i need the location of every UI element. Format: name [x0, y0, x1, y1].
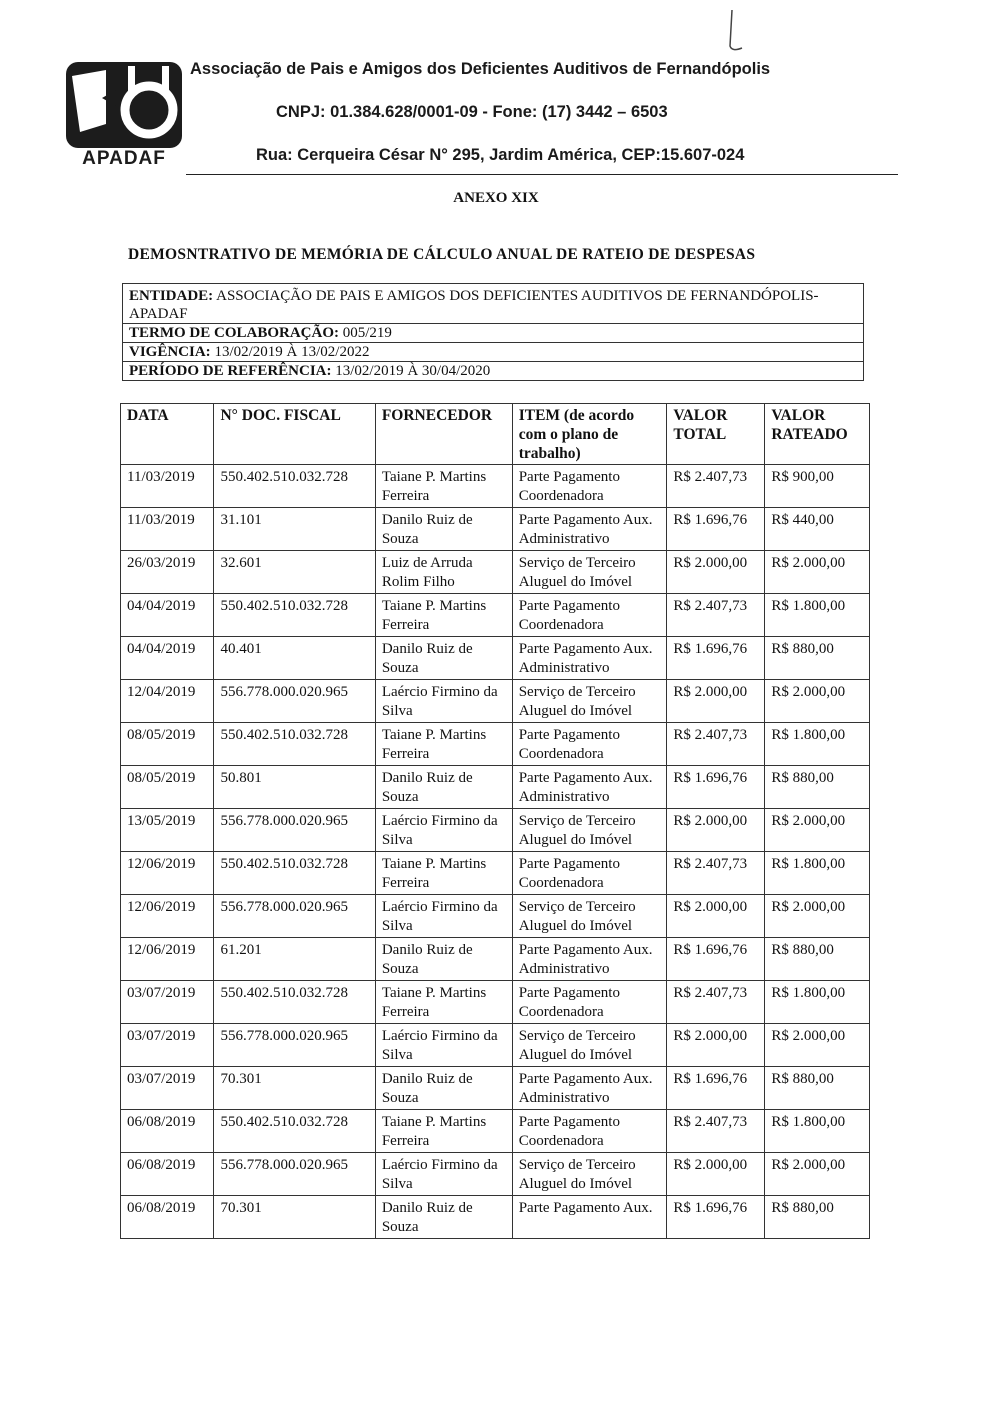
header-fornecedor: FORNECEDOR	[375, 404, 512, 465]
cell-doc-fiscal: 70.301	[214, 1067, 375, 1110]
cell-data: 12/04/2019	[121, 680, 214, 723]
cell-valor-total: R$ 2.000,00	[667, 809, 765, 852]
cell-item: Parte Pagamento Coordenadora	[512, 852, 667, 895]
table-row	[121, 680, 870, 723]
table-row	[121, 1067, 870, 1110]
logo-text: APADAF	[82, 148, 166, 169]
cell-item: Serviço de Terceiro Aluguel do Imóvel	[512, 1024, 667, 1067]
cell-data: 03/07/2019	[121, 1067, 214, 1110]
cell-fornecedor: Laércio Firmino da Silva	[375, 809, 512, 852]
cell-doc-fiscal: 40.401	[214, 637, 375, 680]
cell-valor-rateado: R$ 2.000,00	[765, 1153, 870, 1196]
cell-fornecedor: Taiane P. Martins Ferreira	[375, 981, 512, 1024]
table-row	[121, 1153, 870, 1196]
cell-valor-rateado: R$ 2.000,00	[765, 680, 870, 723]
cell-doc-fiscal: 556.778.000.020.965	[214, 1153, 375, 1196]
cell-fornecedor: Taiane P. Martins Ferreira	[375, 723, 512, 766]
table-row	[121, 508, 870, 551]
cell-valor-total: R$ 2.000,00	[667, 1024, 765, 1067]
cell-item: Parte Pagamento Aux.	[512, 1196, 667, 1239]
table-row	[121, 852, 870, 895]
cell-data: 03/07/2019	[121, 1024, 214, 1067]
cell-fornecedor: Danilo Ruiz de Souza	[375, 766, 512, 809]
cell-data: 11/03/2019	[121, 508, 214, 551]
cell-item: Serviço de Terceiro Aluguel do Imóvel	[512, 680, 667, 723]
cell-doc-fiscal: 556.778.000.020.965	[214, 895, 375, 938]
table-row	[121, 465, 870, 508]
cell-item: Parte Pagamento Coordenadora	[512, 1110, 667, 1153]
cell-fornecedor: Laércio Firmino da Silva	[375, 895, 512, 938]
cell-valor-total: R$ 2.000,00	[667, 1153, 765, 1196]
cell-fornecedor: Danilo Ruiz de Souza	[375, 508, 512, 551]
table-header-row	[121, 404, 870, 465]
vigencia-value: 13/02/2019 À 13/02/2022	[214, 344, 370, 360]
annex-label: ANEXO XIX	[453, 190, 539, 206]
cell-item: Parte Pagamento Aux. Administrativo	[512, 766, 667, 809]
cell-valor-rateado: R$ 1.800,00	[765, 1110, 870, 1153]
cell-doc-fiscal: 31.101	[214, 508, 375, 551]
cell-doc-fiscal: 70.301	[214, 1196, 375, 1239]
cell-item: Parte Pagamento Coordenadora	[512, 723, 667, 766]
cell-fornecedor: Danilo Ruiz de Souza	[375, 938, 512, 981]
cell-item: Parte Pagamento Aux. Administrativo	[512, 637, 667, 680]
cell-valor-total: R$ 1.696,76	[667, 508, 765, 551]
cell-fornecedor: Danilo Ruiz de Souza	[375, 1196, 512, 1239]
cell-valor-rateado: R$ 880,00	[765, 938, 870, 981]
cell-fornecedor: Laércio Firmino da Silva	[375, 1024, 512, 1067]
cell-data: 12/06/2019	[121, 852, 214, 895]
table-row	[121, 1024, 870, 1067]
table-row	[121, 594, 870, 637]
cell-data: 26/03/2019	[121, 551, 214, 594]
cell-data: 06/08/2019	[121, 1196, 214, 1239]
table-row	[121, 1196, 870, 1239]
cell-valor-rateado: R$ 2.000,00	[765, 809, 870, 852]
cell-valor-rateado: R$ 1.800,00	[765, 852, 870, 895]
header-divider	[186, 174, 898, 175]
cell-fornecedor: Taiane P. Martins Ferreira	[375, 594, 512, 637]
cell-data: 06/08/2019	[121, 1110, 214, 1153]
cell-valor-rateado: R$ 900,00	[765, 465, 870, 508]
cell-doc-fiscal: 550.402.510.032.728	[214, 465, 375, 508]
cell-valor-rateado: R$ 440,00	[765, 508, 870, 551]
apadaf-logo	[66, 62, 182, 167]
cell-valor-total: R$ 1.696,76	[667, 1196, 765, 1239]
cell-data: 04/04/2019	[121, 594, 214, 637]
cell-valor-total: R$ 2.000,00	[667, 895, 765, 938]
cell-fornecedor: Taiane P. Martins Ferreira	[375, 852, 512, 895]
table-row	[121, 938, 870, 981]
cell-valor-rateado: R$ 2.000,00	[765, 895, 870, 938]
cell-data: 03/07/2019	[121, 981, 214, 1024]
table-row	[121, 1110, 870, 1153]
cell-valor-total: R$ 1.696,76	[667, 637, 765, 680]
cell-valor-total: R$ 2.407,73	[667, 981, 765, 1024]
cell-valor-total: R$ 2.000,00	[667, 680, 765, 723]
cell-valor-rateado: R$ 880,00	[765, 637, 870, 680]
header-valor-rateado: VALOR RATEADO	[765, 404, 870, 465]
cell-doc-fiscal: 556.778.000.020.965	[214, 1024, 375, 1067]
termo-row	[123, 323, 863, 342]
cell-item: Serviço de Terceiro Aluguel do Imóvel	[512, 1153, 667, 1196]
termo-value: 005/219	[342, 325, 392, 341]
cell-data: 11/03/2019	[121, 465, 214, 508]
cell-data: 08/05/2019	[121, 723, 214, 766]
cell-fornecedor: Laércio Firmino da Silva	[375, 1153, 512, 1196]
cell-fornecedor: Danilo Ruiz de Souza	[375, 1067, 512, 1110]
cell-doc-fiscal: 556.778.000.020.965	[214, 809, 375, 852]
cell-fornecedor: Taiane P. Martins Ferreira	[375, 465, 512, 508]
cell-valor-rateado: R$ 880,00	[765, 766, 870, 809]
org-name: Associação de Pais e Amigos dos Deficientes Auditivos de Fernandópolis	[190, 60, 771, 78]
cell-item: Parte Pagamento Coordenadora	[512, 981, 667, 1024]
cell-valor-rateado: R$ 2.000,00	[765, 1024, 870, 1067]
cell-valor-total: R$ 2.000,00	[667, 551, 765, 594]
cell-doc-fiscal: 50.801	[214, 766, 375, 809]
termo-label: TERMO DE COLABORAÇÃO:	[129, 325, 340, 341]
cell-valor-rateado: R$ 1.800,00	[765, 594, 870, 637]
table-row	[121, 766, 870, 809]
cell-doc-fiscal: 32.601	[214, 551, 375, 594]
cell-item: Serviço de Terceiro Aluguel do Imóvel	[512, 895, 667, 938]
cell-item: Serviço de Terceiro Aluguel do Imóvel	[512, 551, 667, 594]
cell-item: Serviço de Terceiro Aluguel do Imóvel	[512, 809, 667, 852]
table-row	[121, 723, 870, 766]
table-row	[121, 809, 870, 852]
cell-valor-rateado: R$ 1.800,00	[765, 723, 870, 766]
header-doc-fiscal: N° DOC. FISCAL	[214, 404, 375, 465]
cell-item: Parte Pagamento Aux. Administrativo	[512, 938, 667, 981]
vigencia-row	[123, 342, 863, 361]
cell-data: 13/05/2019	[121, 809, 214, 852]
cell-valor-total: R$ 1.696,76	[667, 938, 765, 981]
entidade-row	[123, 284, 863, 323]
header-data: DATA	[121, 404, 214, 465]
cell-fornecedor: Laércio Firmino da Silva	[375, 680, 512, 723]
table-row	[121, 981, 870, 1024]
cell-item: Parte Pagamento Aux. Administrativo	[512, 1067, 667, 1110]
table-row	[121, 551, 870, 594]
cell-doc-fiscal: 550.402.510.032.728	[214, 723, 375, 766]
table-row	[121, 895, 870, 938]
cell-valor-total: R$ 2.407,73	[667, 594, 765, 637]
cnpj-phone: CNPJ: 01.384.628/0001-09 - Fone: (17) 3442 – 6503	[276, 103, 668, 121]
cell-valor-rateado: R$ 880,00	[765, 1196, 870, 1239]
cell-valor-total: R$ 2.407,73	[667, 723, 765, 766]
cell-valor-total: R$ 2.407,73	[667, 1110, 765, 1153]
cell-item: Parte Pagamento Coordenadora	[512, 594, 667, 637]
header-valor-total: VALOR TOTAL	[667, 404, 765, 465]
cell-doc-fiscal: 550.402.510.032.728	[214, 1110, 375, 1153]
address: Rua: Cerqueira César N° 295, Jardim América, CEP:15.607-024	[256, 146, 745, 164]
periodo-value: 13/02/2019 À 30/04/2020	[335, 363, 491, 379]
cell-valor-rateado: R$ 2.000,00	[765, 551, 870, 594]
cell-data: 08/05/2019	[121, 766, 214, 809]
entidade-value: ASSOCIAÇÃO DE PAIS E AMIGOS DOS DEFICIENTES AUDITIVOS DE FERNANDÓPOLIS-APADAF	[129, 288, 819, 322]
cell-valor-total: R$ 1.696,76	[667, 1067, 765, 1110]
ear-icon	[66, 62, 182, 148]
cell-doc-fiscal: 550.402.510.032.728	[214, 852, 375, 895]
header-item: ITEM (de acordo com o plano de trabalho)	[512, 404, 667, 465]
cell-data: 12/06/2019	[121, 938, 214, 981]
cell-item: Parte Pagamento Coordenadora	[512, 465, 667, 508]
document-title: DEMOSNTRATIVO DE MEMÓRIA DE CÁLCULO ANUAL DE RATEIO DE DESPESAS	[128, 246, 756, 263]
cell-data: 06/08/2019	[121, 1153, 214, 1196]
cell-valor-total: R$ 2.407,73	[667, 852, 765, 895]
cell-fornecedor: Luiz de Arruda Rolim Filho	[375, 551, 512, 594]
cell-doc-fiscal: 550.402.510.032.728	[214, 594, 375, 637]
periodo-row	[123, 361, 863, 380]
expense-table	[120, 403, 870, 1239]
table-row	[121, 637, 870, 680]
cell-valor-total: R$ 1.696,76	[667, 766, 765, 809]
periodo-label: PERÍODO DE REFERÊNCIA:	[129, 363, 332, 379]
cell-fornecedor: Taiane P. Martins Ferreira	[375, 1110, 512, 1153]
cell-data: 12/06/2019	[121, 895, 214, 938]
cell-data: 04/04/2019	[121, 637, 214, 680]
info-box	[122, 283, 864, 381]
cell-doc-fiscal: 61.201	[214, 938, 375, 981]
cell-doc-fiscal: 556.778.000.020.965	[214, 680, 375, 723]
handwritten-mark	[718, 8, 748, 58]
logo-emblem	[66, 62, 182, 148]
cell-valor-total: R$ 2.407,73	[667, 465, 765, 508]
cell-doc-fiscal: 550.402.510.032.728	[214, 981, 375, 1024]
cell-valor-rateado: R$ 1.800,00	[765, 981, 870, 1024]
vigencia-label: VIGÊNCIA:	[129, 344, 211, 360]
entidade-label: ENTIDADE:	[129, 288, 214, 304]
cell-valor-rateado: R$ 880,00	[765, 1067, 870, 1110]
cell-fornecedor: Danilo Ruiz de Souza	[375, 637, 512, 680]
cell-item: Parte Pagamento Aux. Administrativo	[512, 508, 667, 551]
